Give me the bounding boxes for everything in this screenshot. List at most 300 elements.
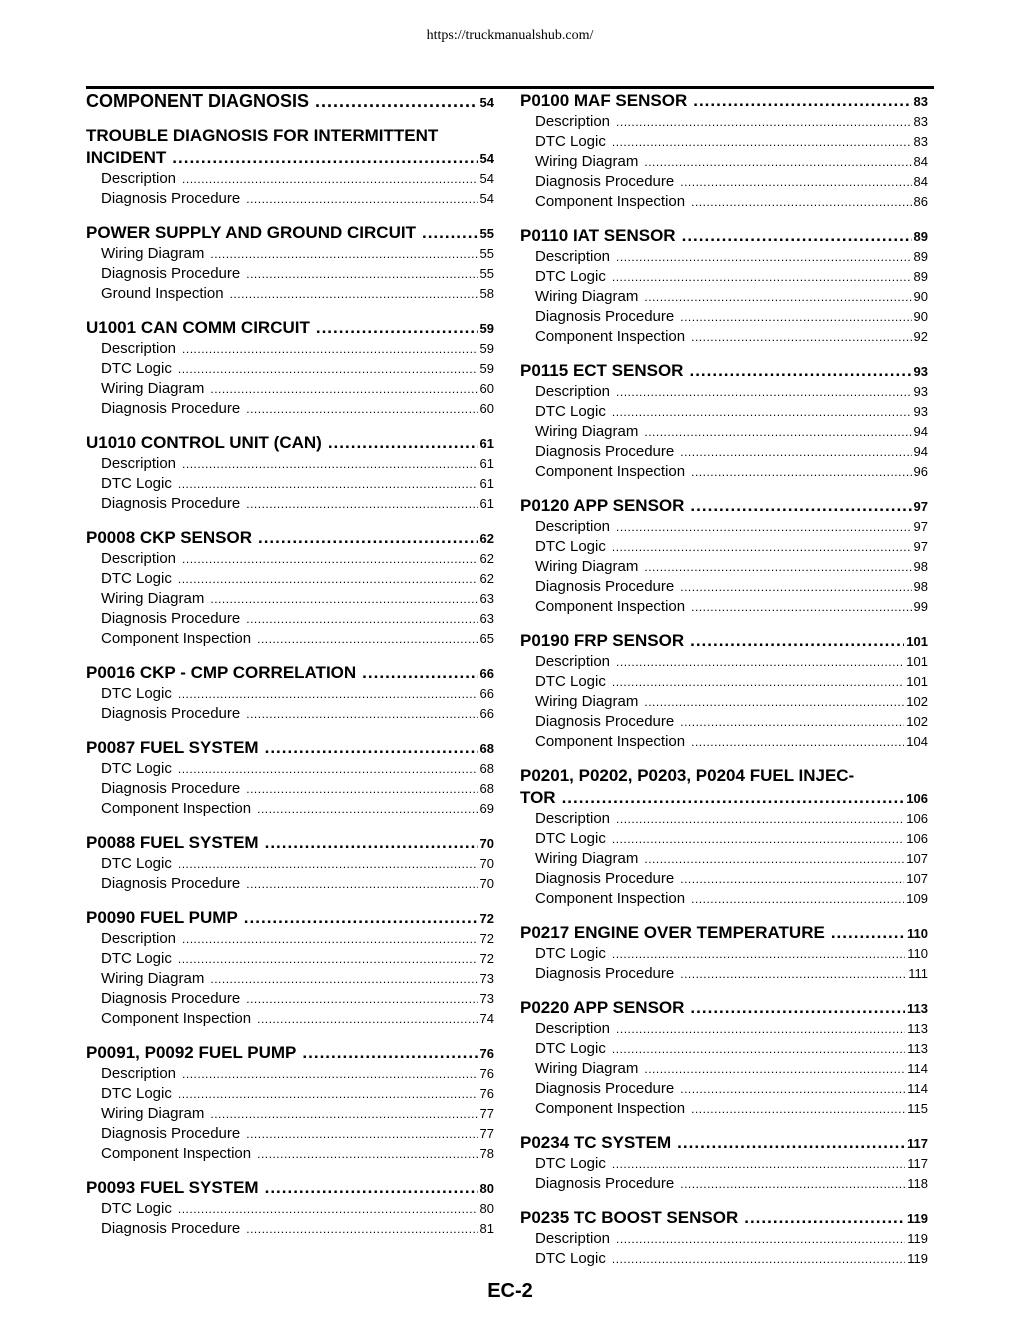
toc-section xyxy=(520,225,928,347)
toc-section xyxy=(520,922,928,984)
toc-entry[interactable] xyxy=(520,422,928,442)
toc-entry[interactable] xyxy=(520,829,928,849)
entry-label: Description xyxy=(101,455,177,472)
entry-page-number: 62 xyxy=(479,571,494,586)
section-title[interactable] xyxy=(86,222,494,244)
dot-leader xyxy=(178,949,478,969)
dot-leader xyxy=(246,494,477,514)
toc-entry[interactable] xyxy=(86,1009,494,1029)
entry-label: Component Inspection xyxy=(101,630,252,647)
dot-leader xyxy=(680,307,911,327)
toc-entry[interactable] xyxy=(520,1039,928,1059)
entry-page-number: 54 xyxy=(479,171,494,186)
section-title-text: P0220 APP SENSOR xyxy=(520,998,685,1017)
section-page-number: 97 xyxy=(913,499,928,514)
entry-label: Description xyxy=(101,930,177,947)
dot-leader xyxy=(328,432,478,454)
toc-entry[interactable] xyxy=(86,759,494,779)
dot-leader xyxy=(246,1124,477,1144)
entry-label: Diagnosis Procedure xyxy=(535,308,675,325)
toc-entry[interactable] xyxy=(520,327,928,347)
dot-leader xyxy=(616,517,912,537)
entry-label: DTC Logic xyxy=(535,1155,606,1172)
section-title[interactable] xyxy=(86,737,494,759)
entry-label: DTC Logic xyxy=(535,830,606,847)
toc-entry[interactable] xyxy=(86,474,494,494)
toc-entry[interactable] xyxy=(520,1154,928,1174)
entry-page-number: 104 xyxy=(906,734,928,749)
toc-entry[interactable] xyxy=(86,609,494,629)
entry-page-number: 84 xyxy=(913,174,928,189)
toc-entry[interactable] xyxy=(520,267,928,287)
toc-entry[interactable] xyxy=(520,652,928,672)
entry-page-number: 83 xyxy=(913,134,928,149)
dot-leader xyxy=(246,874,477,894)
dot-leader xyxy=(612,829,904,849)
toc-entry[interactable] xyxy=(86,284,494,304)
entry-label: Description xyxy=(101,1065,177,1082)
entry-page-number: 93 xyxy=(913,404,928,419)
toc-entry[interactable] xyxy=(86,629,494,649)
dot-leader xyxy=(257,1144,477,1164)
toc-entry[interactable] xyxy=(520,1249,928,1269)
dot-leader xyxy=(265,1177,478,1199)
dot-leader xyxy=(258,527,478,549)
dot-leader xyxy=(680,172,911,192)
entry-page-number: 68 xyxy=(479,761,494,776)
dot-leader xyxy=(612,1154,905,1174)
section-title-line[interactable]: P0201, P0202, P0203, P0204 FUEL INJEC- xyxy=(520,766,855,785)
entry-page-number: 84 xyxy=(913,154,928,169)
dot-leader xyxy=(612,672,904,692)
section-page-number: 76 xyxy=(479,1046,494,1061)
toc-entry[interactable] xyxy=(86,854,494,874)
toc-entry[interactable] xyxy=(520,597,928,617)
section-page-number: 93 xyxy=(913,364,928,379)
dot-leader xyxy=(612,944,905,964)
dot-leader xyxy=(182,339,478,359)
toc-section xyxy=(86,907,494,1029)
toc-entry[interactable] xyxy=(520,869,928,889)
section-title[interactable] xyxy=(520,360,928,382)
toc-entry[interactable] xyxy=(86,799,494,819)
entry-page-number: 118 xyxy=(907,1176,928,1191)
toc-entry[interactable] xyxy=(86,929,494,949)
section-title-text: POWER SUPPLY AND GROUND CIRCUIT xyxy=(86,223,416,242)
entry-label: Diagnosis Procedure xyxy=(101,1125,241,1142)
toc-entry[interactable] xyxy=(520,1079,928,1099)
dot-leader xyxy=(691,597,911,617)
toc-left-column xyxy=(86,90,494,1252)
dot-leader xyxy=(182,929,478,949)
entry-page-number: 68 xyxy=(479,781,494,796)
toc-entry[interactable] xyxy=(86,549,494,569)
dot-leader xyxy=(244,907,478,929)
entry-page-number: 70 xyxy=(479,856,494,871)
dot-leader xyxy=(690,630,904,652)
toc-entry[interactable] xyxy=(520,192,928,212)
entry-page-number: 76 xyxy=(479,1066,494,1081)
entry-page-number: 72 xyxy=(479,951,494,966)
toc-entry[interactable] xyxy=(86,949,494,969)
section-title[interactable] xyxy=(520,922,928,944)
entry-page-number: 101 xyxy=(906,654,928,669)
section-title-text: COMPONENT DIAGNOSIS xyxy=(86,91,310,111)
entry-page-number: 117 xyxy=(907,1156,928,1171)
section-title[interactable] xyxy=(520,1132,928,1154)
section-page-number: 101 xyxy=(906,634,928,649)
toc-entry[interactable] xyxy=(520,1019,928,1039)
dot-leader xyxy=(644,692,904,712)
toc-entry[interactable] xyxy=(86,569,494,589)
entry-page-number: 97 xyxy=(913,539,928,554)
entry-label: Diagnosis Procedure xyxy=(101,875,241,892)
dot-leader xyxy=(246,989,477,1009)
dot-leader xyxy=(612,1249,905,1269)
entry-page-number: 90 xyxy=(913,289,928,304)
toc-entry[interactable] xyxy=(86,359,494,379)
toc-entry[interactable] xyxy=(86,969,494,989)
toc-entry[interactable] xyxy=(86,704,494,724)
entry-label: Component Inspection xyxy=(535,1100,686,1117)
entry-label: DTC Logic xyxy=(101,855,172,872)
toc-entry[interactable] xyxy=(520,964,928,984)
toc-entry[interactable] xyxy=(520,517,928,537)
entry-page-number: 111 xyxy=(908,966,928,981)
entry-label: DTC Logic xyxy=(535,945,606,962)
entry-label: Diagnosis Procedure xyxy=(101,265,241,282)
dot-leader xyxy=(644,287,911,307)
section-page-number: 117 xyxy=(907,1136,928,1151)
toc-entry[interactable] xyxy=(86,339,494,359)
dot-leader xyxy=(246,704,477,724)
toc-entry[interactable] xyxy=(86,1084,494,1104)
dot-leader xyxy=(691,462,911,482)
entry-label: Wiring Diagram xyxy=(535,288,639,305)
entry-page-number: 60 xyxy=(479,401,494,416)
entry-label: Component Inspection xyxy=(535,598,686,615)
section-title-text: P0088 FUEL SYSTEM xyxy=(86,833,259,852)
dot-leader xyxy=(616,652,904,672)
dot-leader xyxy=(246,399,477,419)
dot-leader xyxy=(680,712,904,732)
entry-label: Component Inspection xyxy=(101,1145,252,1162)
toc-section xyxy=(520,997,928,1119)
entry-label: DTC Logic xyxy=(535,133,606,150)
dot-leader xyxy=(182,454,478,474)
dot-leader xyxy=(230,284,478,304)
entry-page-number: 89 xyxy=(913,269,928,284)
entry-label: Description xyxy=(535,383,611,400)
toc-entry[interactable] xyxy=(86,399,494,419)
dot-leader xyxy=(178,1199,478,1219)
dot-leader xyxy=(246,609,477,629)
dot-leader xyxy=(682,225,912,247)
entry-label: Description xyxy=(535,1020,611,1037)
entry-label: Diagnosis Procedure xyxy=(535,1175,675,1192)
dot-leader xyxy=(616,809,904,829)
dot-leader xyxy=(178,854,478,874)
entry-page-number: 94 xyxy=(913,424,928,439)
toc-entry[interactable] xyxy=(520,732,928,752)
entry-label: Wiring Diagram xyxy=(535,693,639,710)
entry-label: Diagnosis Procedure xyxy=(535,578,675,595)
dot-leader xyxy=(612,267,912,287)
section-title[interactable] xyxy=(520,787,928,809)
dot-leader xyxy=(680,869,904,889)
entry-label: Component Inspection xyxy=(101,800,252,817)
toc-section xyxy=(86,90,494,112)
toc-entry[interactable] xyxy=(520,287,928,307)
section-title[interactable] xyxy=(86,1042,494,1064)
toc-entry[interactable] xyxy=(520,1229,928,1249)
toc-entry[interactable] xyxy=(86,684,494,704)
entry-page-number: 62 xyxy=(479,551,494,566)
entry-label: Wiring Diagram xyxy=(535,558,639,575)
entry-page-number: 66 xyxy=(479,706,494,721)
toc-section xyxy=(86,527,494,649)
entry-page-number: 106 xyxy=(906,811,928,826)
toc-entry[interactable] xyxy=(520,1174,928,1194)
entry-label: Diagnosis Procedure xyxy=(535,443,675,460)
header-url[interactable]: https://truckmanualshub.com/ xyxy=(426,28,594,43)
toc-entry[interactable] xyxy=(520,1099,928,1119)
entry-page-number: 98 xyxy=(913,559,928,574)
dot-leader xyxy=(689,360,911,382)
entry-page-number: 54 xyxy=(479,191,494,206)
section-title[interactable] xyxy=(86,432,494,454)
dot-leader xyxy=(616,247,912,267)
section-title-text: P0115 ECT SENSOR xyxy=(520,361,684,380)
section-title-line[interactable]: TROUBLE DIAGNOSIS FOR INTERMITTENT xyxy=(86,126,439,145)
toc-entry[interactable] xyxy=(520,557,928,577)
section-page-number: 54 xyxy=(479,151,494,166)
entry-label: DTC Logic xyxy=(101,760,172,777)
dot-leader xyxy=(210,1104,477,1124)
toc-section xyxy=(520,495,928,617)
toc-entry[interactable] xyxy=(520,462,928,482)
dot-leader xyxy=(210,379,477,399)
dot-leader xyxy=(182,549,478,569)
dot-leader xyxy=(257,629,477,649)
entry-label: Description xyxy=(535,653,611,670)
section-title-text: P0235 TC BOOST SENSOR xyxy=(520,1208,739,1227)
section-title[interactable] xyxy=(520,495,928,517)
entry-label: Description xyxy=(101,170,177,187)
toc-entry[interactable] xyxy=(520,1059,928,1079)
toc-entry[interactable] xyxy=(86,1064,494,1084)
toc-entry[interactable] xyxy=(86,1219,494,1239)
toc-entry[interactable] xyxy=(520,307,928,327)
toc-entry[interactable] xyxy=(86,1124,494,1144)
toc-entry[interactable] xyxy=(520,112,928,132)
entry-page-number: 96 xyxy=(913,464,928,479)
section-title[interactable] xyxy=(86,147,494,169)
section-title[interactable] xyxy=(86,527,494,549)
section-page-number: 61 xyxy=(479,436,494,451)
entry-page-number: 113 xyxy=(907,1041,928,1056)
toc-entry[interactable] xyxy=(86,1144,494,1164)
section-title-text: P0087 FUEL SYSTEM xyxy=(86,738,259,757)
entry-label: Wiring Diagram xyxy=(535,153,639,170)
toc-entry[interactable] xyxy=(520,712,928,732)
toc-entry[interactable] xyxy=(86,264,494,284)
toc-entry[interactable] xyxy=(86,779,494,799)
entry-label: Description xyxy=(535,1230,611,1247)
section-title[interactable] xyxy=(86,317,494,339)
entry-page-number: 77 xyxy=(479,1126,494,1141)
section-page-number: 55 xyxy=(479,226,494,241)
toc-entry[interactable] xyxy=(86,1104,494,1124)
dot-leader xyxy=(315,90,478,112)
top-rule xyxy=(86,86,934,89)
section-title-text: U1001 CAN COMM CIRCUIT xyxy=(86,318,310,337)
toc-entry[interactable] xyxy=(86,189,494,209)
toc-entry[interactable] xyxy=(86,1199,494,1219)
dot-leader xyxy=(246,264,477,284)
dot-leader xyxy=(612,537,912,557)
section-title[interactable] xyxy=(86,90,494,112)
section-title-text: P0110 IAT SENSOR xyxy=(520,226,676,245)
entry-label: Diagnosis Procedure xyxy=(101,780,241,797)
section-title-text: U1010 CONTROL UNIT (CAN) xyxy=(86,433,322,452)
section-page-number: 80 xyxy=(479,1181,494,1196)
entry-page-number: 74 xyxy=(479,1011,494,1026)
dot-leader xyxy=(680,964,906,984)
entry-label: Wiring Diagram xyxy=(535,850,639,867)
toc-entry[interactable] xyxy=(86,494,494,514)
section-page-number: 66 xyxy=(479,666,494,681)
dot-leader xyxy=(644,422,911,442)
entry-page-number: 114 xyxy=(907,1081,928,1096)
entry-page-number: 61 xyxy=(479,476,494,491)
toc-entry[interactable] xyxy=(86,379,494,399)
toc-entry[interactable] xyxy=(86,989,494,1009)
dot-leader xyxy=(831,922,905,944)
entry-label: Component Inspection xyxy=(535,733,686,750)
entry-page-number: 119 xyxy=(907,1231,928,1246)
entry-label: Diagnosis Procedure xyxy=(535,1080,675,1097)
entry-page-number: 73 xyxy=(479,991,494,1006)
dot-leader xyxy=(246,779,477,799)
section-title-text: P0190 FRP SENSOR xyxy=(520,631,685,650)
toc-entry[interactable] xyxy=(520,889,928,909)
toc-entry[interactable] xyxy=(520,692,928,712)
entry-page-number: 119 xyxy=(907,1251,928,1266)
dot-leader xyxy=(182,169,478,189)
dot-leader xyxy=(612,1039,905,1059)
toc-entry[interactable] xyxy=(86,589,494,609)
section-title[interactable] xyxy=(86,832,494,854)
entry-page-number: 113 xyxy=(907,1021,928,1036)
section-title[interactable] xyxy=(86,1177,494,1199)
toc-entry[interactable] xyxy=(86,874,494,894)
entry-label: Component Inspection xyxy=(535,328,686,345)
toc-section xyxy=(520,765,928,909)
section-title-text: INCIDENT xyxy=(86,148,167,167)
dot-leader xyxy=(178,1084,478,1104)
toc-entry[interactable] xyxy=(520,247,928,267)
section-title[interactable] xyxy=(86,907,494,929)
toc-entry[interactable] xyxy=(520,537,928,557)
entry-page-number: 106 xyxy=(906,831,928,846)
dot-leader xyxy=(690,495,911,517)
entry-label: Component Inspection xyxy=(101,1010,252,1027)
dot-leader xyxy=(210,589,477,609)
section-title[interactable] xyxy=(86,662,494,684)
dot-leader xyxy=(178,759,478,779)
entry-page-number: 101 xyxy=(906,674,928,689)
toc-entry[interactable] xyxy=(86,454,494,474)
entry-label: DTC Logic xyxy=(535,673,606,690)
section-title[interactable] xyxy=(520,225,928,247)
entry-label: Diagnosis Procedure xyxy=(535,965,675,982)
toc-entry[interactable] xyxy=(520,402,928,422)
section-title[interactable] xyxy=(520,997,928,1019)
toc-entry[interactable] xyxy=(520,672,928,692)
toc-entry[interactable] xyxy=(520,849,928,869)
toc-entry[interactable] xyxy=(520,577,928,597)
toc-entry[interactable] xyxy=(520,132,928,152)
toc-section xyxy=(86,737,494,819)
toc-entry[interactable] xyxy=(86,169,494,189)
entry-page-number: 63 xyxy=(479,611,494,626)
toc-entry[interactable] xyxy=(86,244,494,264)
dot-leader xyxy=(744,1207,905,1229)
entry-page-number: 77 xyxy=(479,1106,494,1121)
toc-entry[interactable] xyxy=(520,944,928,964)
entry-label: Diagnosis Procedure xyxy=(101,495,241,512)
entry-page-number: 72 xyxy=(479,931,494,946)
dot-leader xyxy=(178,569,478,589)
section-title[interactable] xyxy=(520,90,928,112)
toc-section xyxy=(86,832,494,894)
entry-page-number: 83 xyxy=(913,114,928,129)
dot-leader xyxy=(644,849,904,869)
section-page-number: 68 xyxy=(479,741,494,756)
dot-leader xyxy=(178,474,478,494)
section-page-number: 113 xyxy=(907,1001,928,1016)
toc-entry[interactable] xyxy=(520,382,928,402)
toc-section xyxy=(86,662,494,724)
entry-label: DTC Logic xyxy=(101,360,172,377)
entry-label: DTC Logic xyxy=(535,1040,606,1057)
dot-leader xyxy=(644,557,911,577)
dot-leader xyxy=(178,359,478,379)
section-title[interactable] xyxy=(520,1207,928,1229)
entry-page-number: 81 xyxy=(479,1221,494,1236)
entry-label: Diagnosis Procedure xyxy=(101,1220,241,1237)
toc-right-column xyxy=(520,90,928,1282)
entry-label: DTC Logic xyxy=(101,1085,172,1102)
entry-page-number: 97 xyxy=(913,519,928,534)
toc-entry[interactable] xyxy=(520,442,928,462)
toc-entry[interactable] xyxy=(520,152,928,172)
section-page-number: 110 xyxy=(907,926,928,941)
toc-entry[interactable] xyxy=(520,172,928,192)
entry-page-number: 58 xyxy=(479,286,494,301)
section-page-number: 72 xyxy=(479,911,494,926)
toc-section xyxy=(520,1132,928,1194)
entry-label: Diagnosis Procedure xyxy=(101,705,241,722)
section-title[interactable] xyxy=(520,630,928,652)
dot-leader xyxy=(246,189,477,209)
dot-leader xyxy=(644,152,911,172)
toc-entry[interactable] xyxy=(520,809,928,829)
toc-section xyxy=(86,317,494,419)
dot-leader xyxy=(680,1079,905,1099)
entry-label: DTC Logic xyxy=(101,475,172,492)
